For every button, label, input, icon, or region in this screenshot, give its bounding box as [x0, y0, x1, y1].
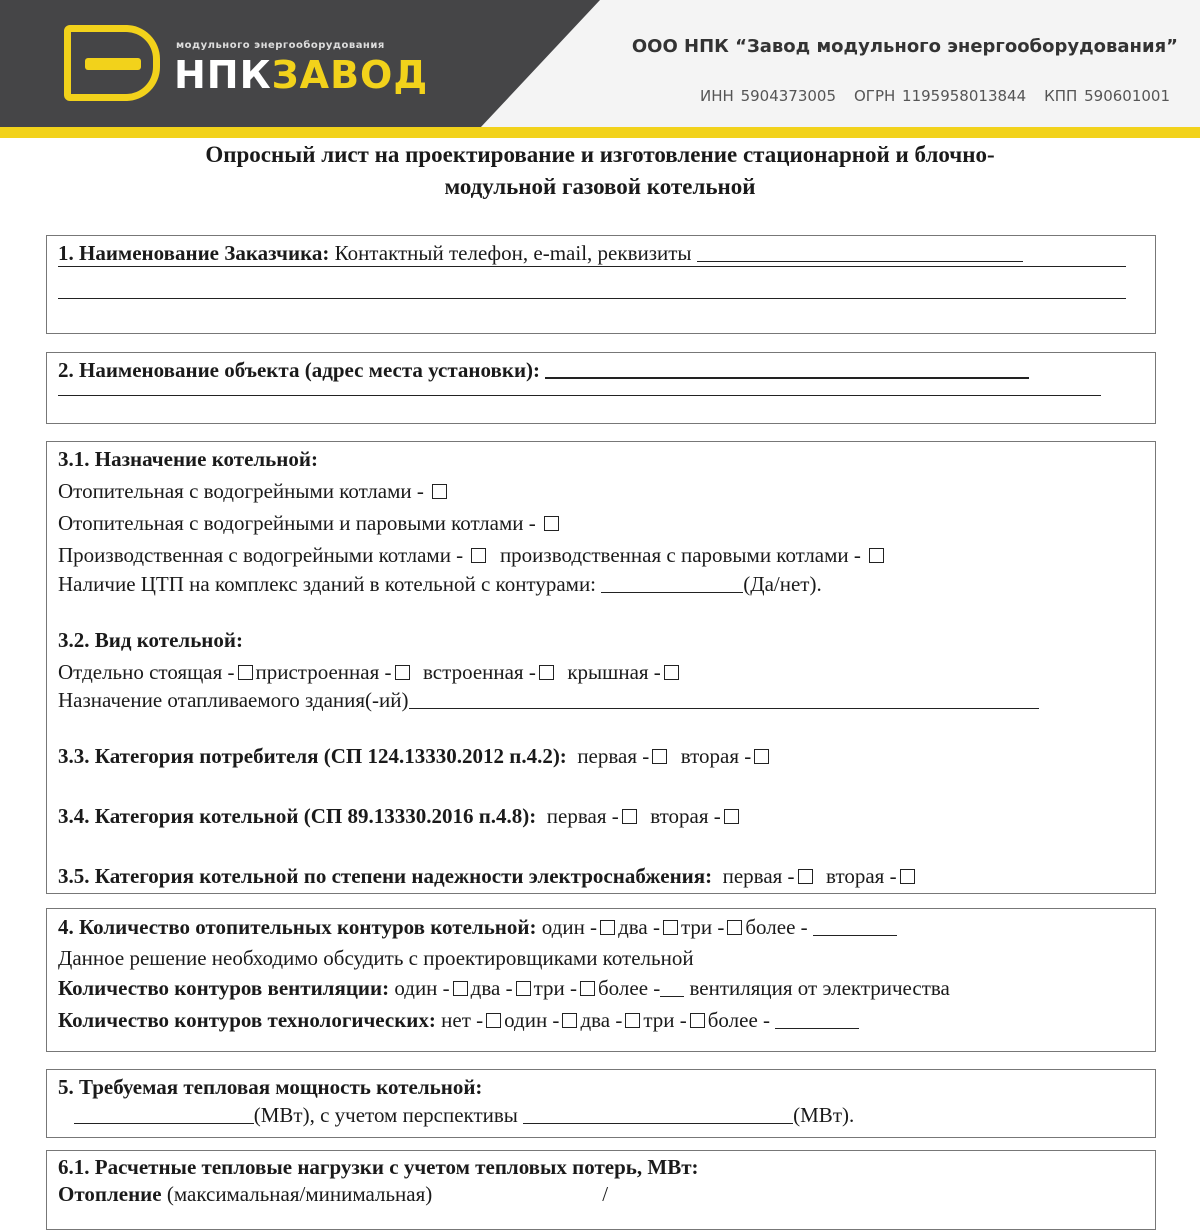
text: ИНН 5904373005	[700, 87, 836, 105]
power-perspective-input[interactable]	[523, 1106, 793, 1124]
text: три -	[533, 976, 577, 1000]
checkbox[interactable]	[690, 1013, 705, 1028]
yellow-stripe	[0, 127, 1200, 138]
text: два -	[580, 1008, 623, 1032]
section-heat-power	[46, 1069, 1156, 1138]
text: Отопительная с водогрейными котлами -	[58, 479, 424, 503]
text	[58, 571, 822, 597]
text: ОГРН 1195958013844	[854, 87, 1027, 105]
text: Отдельно стоящая -	[58, 660, 235, 684]
text: модульной газовой котельной	[444, 174, 756, 199]
checkbox[interactable]	[900, 869, 915, 884]
section-boiler-type	[46, 441, 1156, 894]
customer-input-line[interactable]	[58, 298, 1126, 299]
field-label: 3.3. Категория потребителя (СП 124.13330.2012 п.4.2):	[58, 744, 567, 768]
checkbox[interactable]	[664, 665, 679, 680]
checkbox[interactable]	[625, 1013, 640, 1028]
heating-circuits-more-input[interactable]	[813, 918, 897, 936]
text: пристроенная -	[255, 660, 392, 684]
vent-more-input[interactable]	[660, 979, 684, 997]
field-label: 3.1. Назначение котельной:	[58, 447, 318, 471]
text	[58, 687, 1039, 713]
company-requisites	[682, 87, 1170, 105]
field-label: 2. Наименование объекта (адрес места установки):	[58, 358, 541, 382]
text: Назначение отапливаемого здания(-ий)	[58, 688, 409, 712]
text	[58, 542, 887, 568]
checkbox[interactable]	[516, 981, 531, 996]
field-label: 3.2. Вид котельной:	[58, 628, 243, 652]
text: вторая -	[826, 864, 897, 888]
text: один -	[394, 976, 450, 1000]
logo-wordmark	[174, 53, 428, 97]
text	[58, 945, 694, 971]
text: (Да/нет).	[743, 572, 822, 596]
text: вторая -	[650, 804, 721, 828]
text: ЗАВОД	[271, 53, 429, 97]
text	[58, 1154, 699, 1180]
checkbox[interactable]	[562, 1013, 577, 1028]
field-label: 5. Требуемая тепловая мощность котельной:	[58, 1075, 483, 1099]
text: /	[602, 1182, 609, 1206]
text	[58, 478, 450, 504]
checkbox[interactable]	[486, 1013, 501, 1028]
logo-icon	[64, 25, 160, 101]
field-label: 1. Наименование Заказчика:	[58, 241, 330, 265]
checkbox[interactable]	[652, 749, 667, 764]
letterhead	[0, 0, 1200, 128]
text: КПП 590601001	[1044, 87, 1170, 105]
text: Наличие ЦТП на комплекс зданий в котельной с контурами:	[58, 572, 597, 596]
text	[58, 1074, 482, 1100]
text	[58, 1102, 854, 1128]
checkbox[interactable]	[600, 920, 615, 935]
field-label: 4. Количество отопительных контуров котельной:	[58, 915, 537, 939]
field-label: 6.1. Расчетные тепловые нагрузки с учетом тепловых потерь, МВт:	[58, 1155, 699, 1179]
section-heat-loads	[46, 1150, 1156, 1230]
text: Отопительная с водогрейными и паровыми котлами -	[58, 511, 536, 535]
text: три -	[643, 1008, 687, 1032]
text	[58, 743, 772, 769]
text	[58, 446, 318, 472]
text: один -	[541, 915, 598, 939]
checkbox[interactable]	[539, 665, 554, 680]
text	[58, 863, 918, 889]
section-circuits	[46, 908, 1156, 1052]
checkbox[interactable]	[622, 809, 637, 824]
text: (максимальная/минимальная)	[166, 1182, 433, 1206]
section-customer	[46, 235, 1156, 334]
text: Контактный телефон, e-mail, реквизиты	[334, 241, 692, 265]
text	[58, 240, 1023, 266]
text: (МВт).	[793, 1103, 855, 1127]
checkbox[interactable]	[453, 981, 468, 996]
text: три -	[680, 915, 725, 939]
power-input[interactable]	[74, 1106, 254, 1124]
checkbox[interactable]	[663, 920, 678, 935]
text	[58, 659, 682, 685]
field-label: Отопление	[58, 1182, 162, 1206]
checkbox[interactable]	[544, 516, 559, 531]
checkbox[interactable]	[798, 869, 813, 884]
object-address-line[interactable]	[58, 395, 1101, 396]
text: два -	[618, 915, 660, 939]
text: Опросный лист на проектирование и изготовление стационарной и блочно-	[205, 142, 995, 167]
text	[58, 1181, 608, 1207]
text: вторая -	[680, 744, 752, 768]
text: Данное решение необходимо обсудить с проектировщиками котельной	[58, 946, 694, 970]
field-label: 3.4. Категория котельной (СП 89.13330.2016 п.4.8):	[58, 804, 537, 828]
text	[85, 58, 141, 70]
checkbox[interactable]	[724, 809, 739, 824]
text: встроенная -	[423, 660, 536, 684]
text: первая -	[546, 804, 619, 828]
building-purpose-input[interactable]	[409, 691, 1039, 709]
text: два -	[470, 976, 513, 1000]
checkbox[interactable]	[395, 665, 410, 680]
text: производственная с паровыми котлами -	[499, 543, 861, 567]
text: вентиляция от электричества	[689, 976, 950, 1000]
logo-tagline: модульного энергооборудования	[176, 40, 385, 51]
text: более -	[745, 915, 808, 939]
text: первая -	[722, 864, 795, 888]
text: НПК	[174, 53, 272, 97]
text	[58, 914, 897, 940]
text	[58, 803, 742, 829]
checkbox[interactable]	[754, 749, 769, 764]
text: более -	[707, 1008, 771, 1032]
text: нет -	[441, 1008, 484, 1032]
checkbox[interactable]	[727, 920, 742, 935]
text: первая -	[577, 744, 650, 768]
customer-input[interactable]	[697, 244, 1023, 262]
checkbox[interactable]	[580, 981, 595, 996]
text	[58, 975, 950, 1001]
checkbox[interactable]	[432, 484, 447, 499]
company-name: ООО НПК “Завод модульного энергооборудования”	[631, 36, 1178, 57]
ctp-input[interactable]	[601, 575, 743, 593]
text	[58, 627, 243, 653]
checkbox[interactable]	[869, 548, 884, 563]
text	[58, 357, 1029, 383]
section-object	[46, 352, 1156, 424]
text: более -	[597, 976, 661, 1000]
text	[58, 510, 562, 536]
object-address-input[interactable]	[545, 361, 1029, 379]
customer-input-line[interactable]	[58, 266, 1126, 267]
checkbox[interactable]	[471, 548, 486, 563]
field-label: 3.5. Категория котельной по степени надежности электроснабжения:	[58, 864, 713, 888]
text: (МВт), с учетом перспективы	[253, 1103, 518, 1127]
tech-more-input[interactable]	[775, 1011, 859, 1029]
checkbox[interactable]	[238, 665, 253, 680]
text: Производственная с водогрейными котлами -	[58, 543, 464, 567]
field-label: Количество контуров вентиляции:	[58, 976, 390, 1000]
text: крышная -	[567, 660, 661, 684]
text	[58, 1007, 859, 1033]
page-title	[0, 139, 1200, 203]
text: один -	[504, 1008, 560, 1032]
field-label: Количество контуров технологических:	[58, 1008, 436, 1032]
